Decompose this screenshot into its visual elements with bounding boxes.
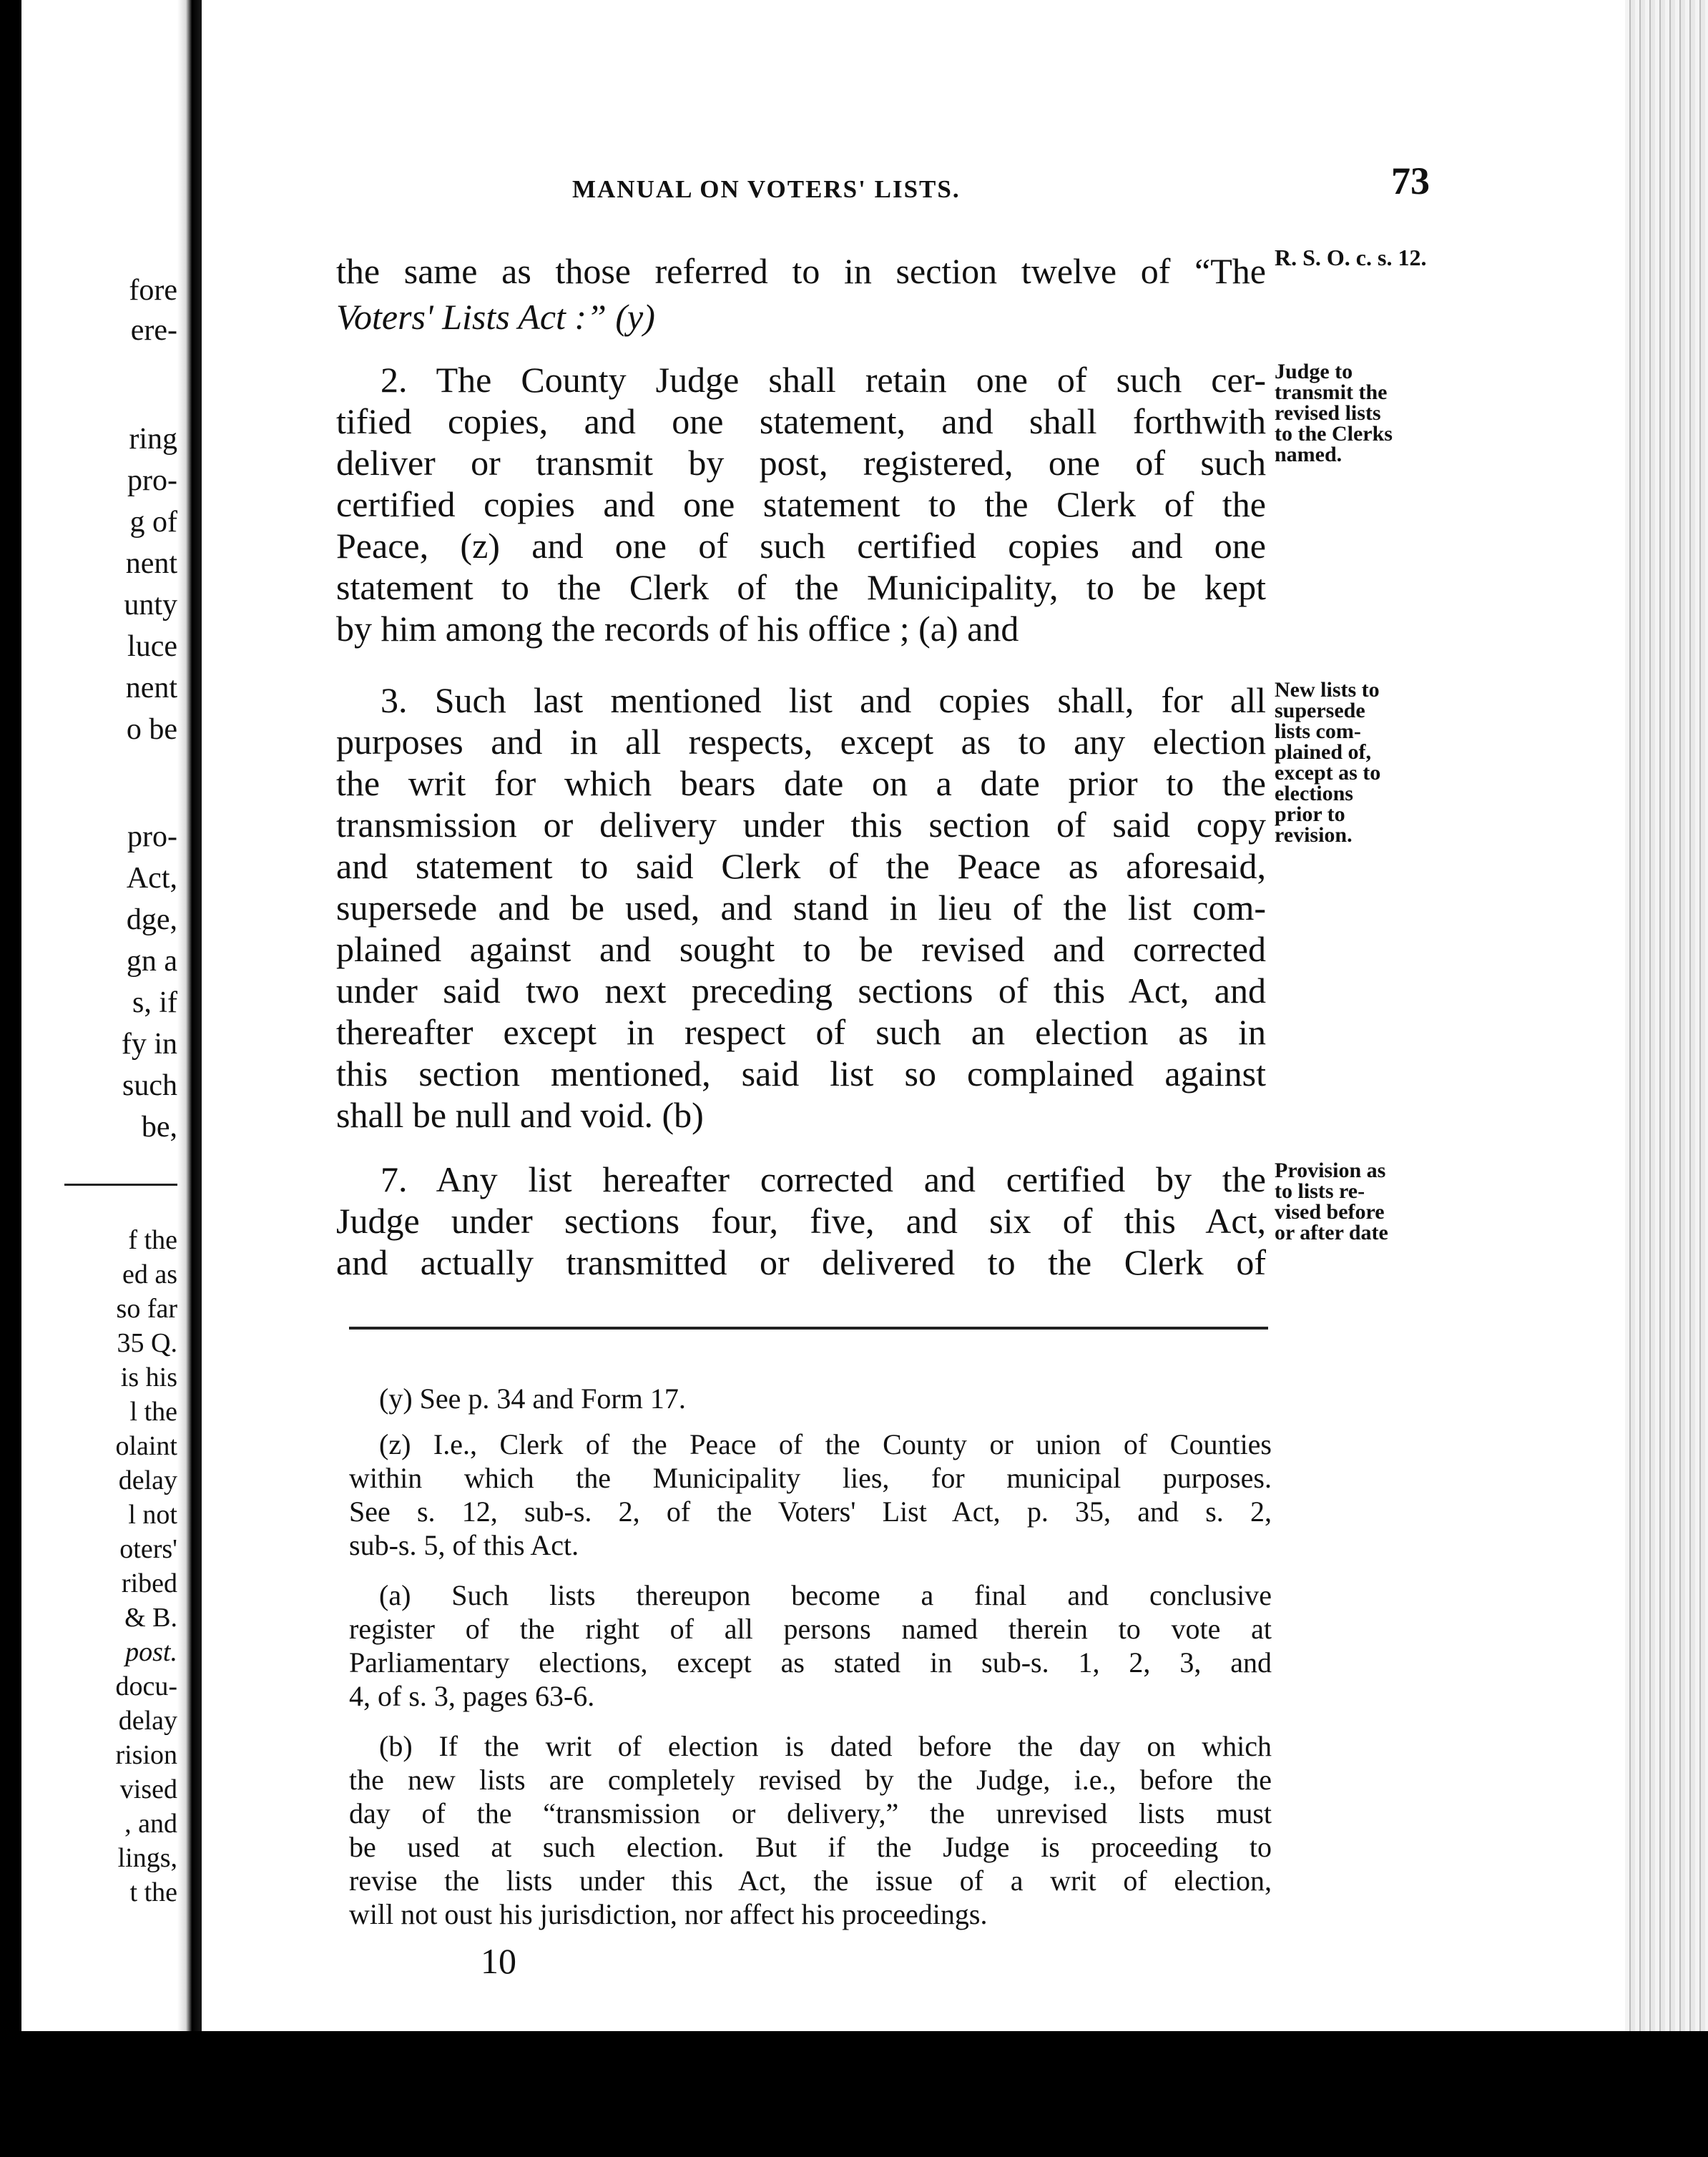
facing-footnote-line: delay (118, 1465, 177, 1495)
facing-footnote-rule (64, 1184, 177, 1186)
facing-line: ere- (130, 314, 177, 347)
footnote-line: day of the “transmission or delivery,” the unrevised lists must (349, 1797, 1272, 1829)
facing-footnote-line: f the (128, 1225, 177, 1255)
signature-mark: 10 (481, 1941, 516, 1981)
book-gutter (177, 0, 202, 2031)
facing-line: nent (125, 547, 177, 580)
page-number: 73 (1391, 159, 1430, 202)
body-line: deliver or transmit by post, registered, one of such (336, 443, 1266, 483)
footnote-line: 4, of s. 3, pages 63-6. (349, 1680, 595, 1712)
facing-line: be, (141, 1111, 177, 1144)
facing-footnote-line: ed as (122, 1259, 177, 1289)
body-line: tified copies, and one statement, and shall forthwith (336, 401, 1266, 441)
margin-note-citation: R. S. O. c. s. 12. (1275, 245, 1427, 270)
facing-line: such (122, 1069, 177, 1102)
body-line: by him among the records of his office ; (a) and (336, 609, 1019, 649)
footnote-line: the new lists are completely revised by the Judge, i.e., before the (349, 1764, 1272, 1796)
body-line: Peace, (z) and one of such certified copies and one (336, 526, 1266, 566)
body-line: plained against and sought to be revised and corrected (336, 929, 1266, 969)
body-line: 7. Any list hereafter corrected and certified by the (381, 1159, 1266, 1199)
facing-footnote-line: t the (129, 1877, 177, 1907)
facing-footnote-line: ribed (121, 1568, 177, 1598)
facing-footnote-line: vised (119, 1774, 177, 1804)
facing-line: pro- (127, 464, 177, 497)
facing-line: s, if (132, 986, 177, 1019)
body-line: and statement to said Clerk of the Peace as aforesaid, (336, 846, 1266, 886)
body-line: this section mentioned, said list so complained against (336, 1053, 1266, 1094)
margin-note-judge (1275, 361, 1439, 465)
facing-line: gn a (126, 945, 177, 978)
body-line: the same as those referred to in section twelve of “The (336, 251, 1266, 291)
footnote-line: (z) I.e., Clerk of the Peace of the County or union of Counties (379, 1428, 1272, 1460)
margin-note-line: to the Clerks (1275, 422, 1393, 446)
footnote-rule (349, 1327, 1268, 1330)
margin-note-line: or after date (1275, 1221, 1388, 1244)
footnote-line: will not oust his jurisdiction, nor affect his proceedings. (349, 1898, 988, 1930)
facing-footnote-line: 35 Q. (117, 1328, 177, 1358)
facing-line: g of (129, 506, 177, 539)
margin-note-line: except as to (1275, 761, 1381, 785)
body-line: 2. The County Judge shall retain one of such cer- (381, 360, 1266, 400)
footnote-line: (a) Such lists thereupon become a final and conclusive (379, 1579, 1272, 1611)
body-line: shall be null and void. (b) (336, 1095, 704, 1135)
facing-line: pro- (127, 820, 177, 853)
facing-footnote-line: & B. (124, 1603, 177, 1633)
facing-footnote-line: , and (124, 1809, 177, 1839)
footnote-line: revise the lists under this Act, the issue of a writ of election, (349, 1864, 1272, 1897)
facing-line: unty (124, 589, 177, 621)
facing-footnote-line: post. (125, 1637, 177, 1667)
margin-note-line: New lists to (1275, 678, 1380, 702)
footnote-line: sub-s. 5, of this Act. (349, 1529, 579, 1561)
margin-note-line: Provision as (1275, 1159, 1386, 1182)
body-line: 3. Such last mentioned list and copies shall, for all (381, 680, 1266, 720)
margin-note-line: revised lists (1275, 401, 1381, 425)
body-line: Judge under sections four, five, and six of this Act, (336, 1201, 1266, 1241)
body-line: Voters' Lists Act :” (y) (336, 297, 655, 337)
footnote-line: register of the right of all persons named therein to vote at (349, 1613, 1272, 1645)
running-header: MANUAL ON VOTERS' LISTS. (572, 175, 961, 203)
footnote-line: (y) See p. 34 and Form 17. (379, 1382, 686, 1415)
margin-note-line: elections (1275, 782, 1353, 805)
facing-footnote-line: lings, (117, 1843, 177, 1873)
facing-footnote-line: l not (128, 1500, 177, 1530)
margin-note-line: named. (1275, 443, 1343, 466)
facing-page-fragment (21, 0, 177, 2031)
facing-footnote-line: is his (120, 1362, 177, 1392)
body-line: transmission or delivery under this section of said copy (336, 805, 1266, 845)
footnote-line: Parliamentary elections, except as stated in sub-s. 1, 2, 3, and (349, 1646, 1272, 1679)
facing-footnote-line: so far (116, 1294, 177, 1324)
margin-note-line: Judge to (1275, 360, 1353, 383)
footnote-line: (b) If the writ of election is dated before the day on which (379, 1730, 1272, 1762)
body-line: purposes and in all respects, except as to any election (336, 722, 1266, 762)
margin-note-line: transmit the (1275, 380, 1388, 404)
facing-footnote-line: l the (129, 1397, 177, 1427)
facing-line: fy in (121, 1028, 177, 1061)
facing-footnote-line: olaint (115, 1431, 177, 1461)
margin-note-provision (1275, 1160, 1439, 1243)
facing-footnote-line: oters' (119, 1534, 177, 1564)
body-line: the writ for which bears date on a date prior to the (336, 763, 1266, 803)
facing-line: o be (126, 713, 177, 746)
facing-line: dge, (126, 903, 177, 936)
facing-line: nent (125, 672, 177, 704)
margin-note-line: to lists re- (1275, 1179, 1365, 1203)
facing-line: fore (129, 274, 177, 307)
footnote-line: within which the Municipality lies, for municipal purposes. (349, 1462, 1272, 1494)
facing-line: Act, (126, 862, 177, 895)
footnote-line: be used at such election. But if the Judge is proceeding to (349, 1831, 1272, 1863)
facing-footnote-line: delay (118, 1706, 177, 1736)
body-line: under said two next preceding sections of this Act, and (336, 971, 1266, 1011)
body-line: and actually transmitted or delivered to the Clerk of (336, 1242, 1266, 1282)
body-line: supersede and be used, and stand in lieu of the list com- (336, 888, 1266, 928)
body-line: certified copies and one statement to the Clerk of the (336, 484, 1266, 524)
facing-line: luce (127, 630, 177, 663)
margin-note-new-lists (1275, 679, 1439, 845)
scan-border-bottom (0, 2031, 1708, 2157)
body-line: thereafter except in respect of such an election as in (336, 1012, 1266, 1052)
margin-note-line: vised before (1275, 1200, 1385, 1224)
margin-note-line: supersede (1275, 699, 1365, 722)
facing-footnote-line: docu- (115, 1671, 177, 1701)
scan-border-left (0, 0, 21, 2157)
facing-line: ring (129, 423, 177, 456)
margin-note-line: lists com- (1275, 719, 1361, 743)
margin-note-line: revision. (1275, 823, 1353, 847)
page-edges (1625, 0, 1708, 2031)
margin-note-line: plained of, (1275, 740, 1372, 764)
footnote-line: See s. 12, sub-s. 2, of the Voters' List Act, p. 35, and s. 2, (349, 1495, 1272, 1528)
facing-footnote-line: rision (115, 1740, 177, 1770)
margin-note-line: prior to (1275, 802, 1345, 826)
body-line: statement to the Clerk of the Municipality, to be kept (336, 567, 1266, 607)
